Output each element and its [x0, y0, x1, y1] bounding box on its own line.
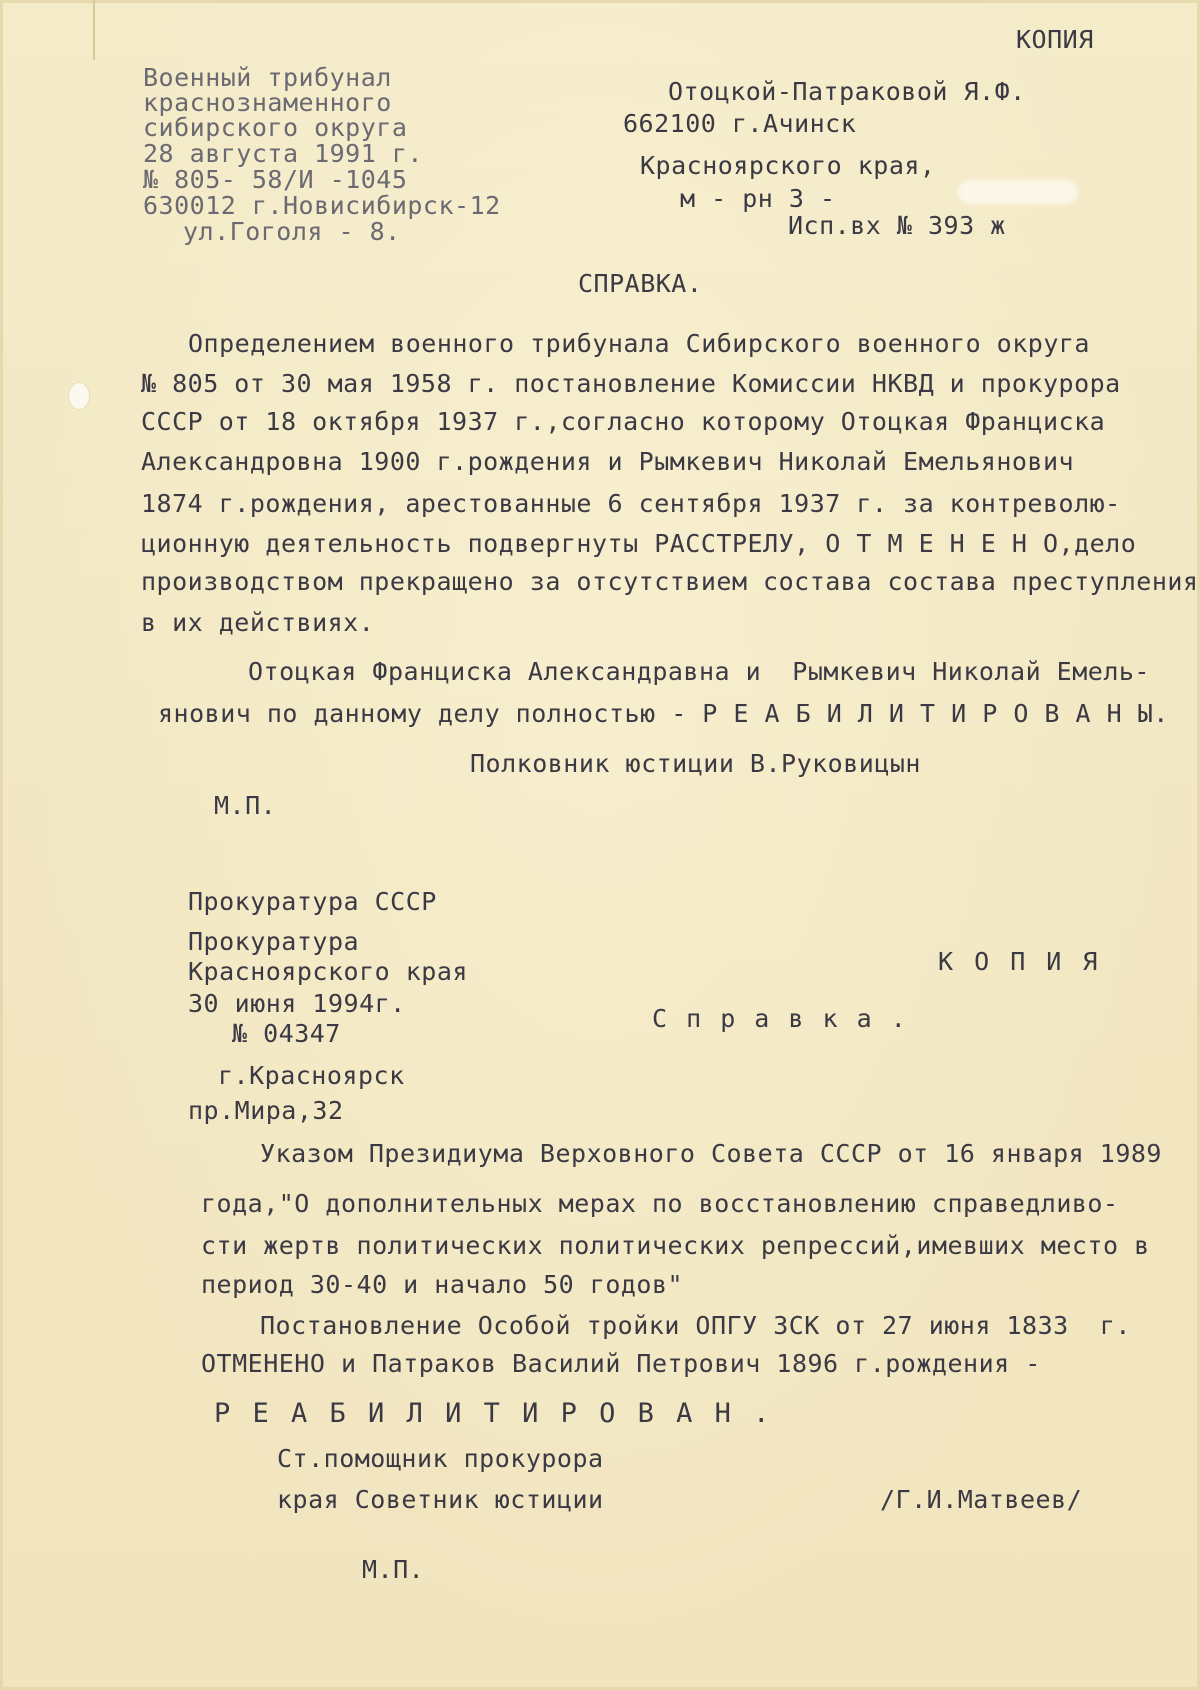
- sender-line: № 805- 58/И -1045: [143, 165, 408, 194]
- body-line: № 805 от 30 мая 1958 г. постановление Комиссии НКВД и прокурора: [141, 369, 1121, 398]
- sender-line: 630012 г.Новисибирск-12: [143, 191, 501, 220]
- rehab-line: янович по данному делу полностью - Р Е А Б И Л И Т И Р О В А Н Ы.: [158, 699, 1169, 728]
- issuer-line: № 04347: [232, 1019, 341, 1048]
- certificate-title: СПРАВКА.: [578, 269, 703, 298]
- punch-hole: [68, 382, 90, 410]
- issuer-line: пр.Мира,32: [188, 1096, 344, 1125]
- body-line: Определением военного трибунала Сибирского военного округа: [188, 329, 1090, 358]
- sender-line: ул.Гоголя - 8.: [183, 217, 401, 246]
- issuer-line: Прокуратура СССР: [188, 887, 437, 916]
- sender-line: сибирского округа: [143, 113, 408, 142]
- incoming-ref: Исп.вх № 393 ж: [788, 211, 1006, 240]
- recipient-line: м - рн 3 -: [680, 184, 836, 213]
- seal-mark: М.П.: [214, 791, 277, 820]
- redaction-blot: [958, 180, 1078, 204]
- issuer-line: г.Красноярск: [218, 1061, 405, 1090]
- rehab-line-2: Р Е А Б И Л И Т И Р О В А Н .: [214, 1398, 773, 1429]
- body-line: ционную деятельность подвергнуты РАССТРЕЛУ, О Т М Е Н Е Н О,дело: [141, 529, 1137, 558]
- body-line: года,"О дополнительных мерах по восстановлению справедливо-: [201, 1189, 1119, 1218]
- sender-line: 28 августа 1991 г.: [143, 139, 423, 168]
- certificate-title-2: С п р а в к а .: [652, 1004, 908, 1033]
- body-line: Александровна 1900 г.рождения и Рымкевич Николай Емельянович: [141, 447, 1075, 476]
- signature-2: /Г.И.Матвеев/: [880, 1485, 1083, 1514]
- body-line: период 30-40 и начало 50 годов": [201, 1270, 684, 1299]
- body-line: сти жертв политических политических репрессий,имевших место в: [201, 1231, 1150, 1260]
- body-line: СССР от 18 октября 1937 г.,согласно которому Отоцкая Франциска: [141, 407, 1106, 436]
- body-line: в их действиях.: [141, 608, 375, 637]
- recipient-line: 662100 г.Ачинск: [623, 109, 857, 138]
- issuer-line: Красноярского края: [188, 957, 468, 986]
- body-line: Постановление Особой тройки ОПГУ ЗСК от 27 июня 1833 г.: [260, 1311, 1131, 1340]
- body-line: Указом Президиума Верховного Совета СССР от 16 января 1989: [260, 1139, 1162, 1168]
- paper-fold-mark: [93, 0, 95, 60]
- rehab-line: Отоцкая Франциска Александравна и Рымкевич Николай Емель-: [248, 657, 1150, 686]
- copy-mark: КОПИЯ: [1016, 25, 1094, 54]
- signer-line: Ст.помощник прокурора: [277, 1444, 604, 1473]
- issuer-line: 30 июня 1994г.: [188, 989, 406, 1018]
- signature: Полковник юстиции В.Руковицын: [470, 749, 921, 778]
- body-line: производством прекращено за отсутствием состава состава преступления: [141, 567, 1199, 596]
- recipient-line: Отоцкой-Патраковой Я.Ф.: [668, 77, 1026, 106]
- seal-mark-2: М.П.: [362, 1555, 425, 1584]
- body-line: 1874 г.рождения, арестованные 6 сентября 1937 г. за контреволю-: [141, 489, 1121, 518]
- sender-line: краснознаменного: [143, 88, 392, 117]
- copy-mark-2: К О П И Я: [938, 947, 1101, 976]
- signer-line: края Советник юстиции: [277, 1485, 604, 1514]
- issuer-line: Прокуратура: [188, 927, 360, 956]
- sender-line: Военный трибунал: [143, 63, 392, 92]
- recipient-line: Красноярского края,: [640, 151, 936, 180]
- body-line: ОТМЕНЕНО и Патраков Василий Петрович 1896 г.рождения -: [201, 1349, 1041, 1378]
